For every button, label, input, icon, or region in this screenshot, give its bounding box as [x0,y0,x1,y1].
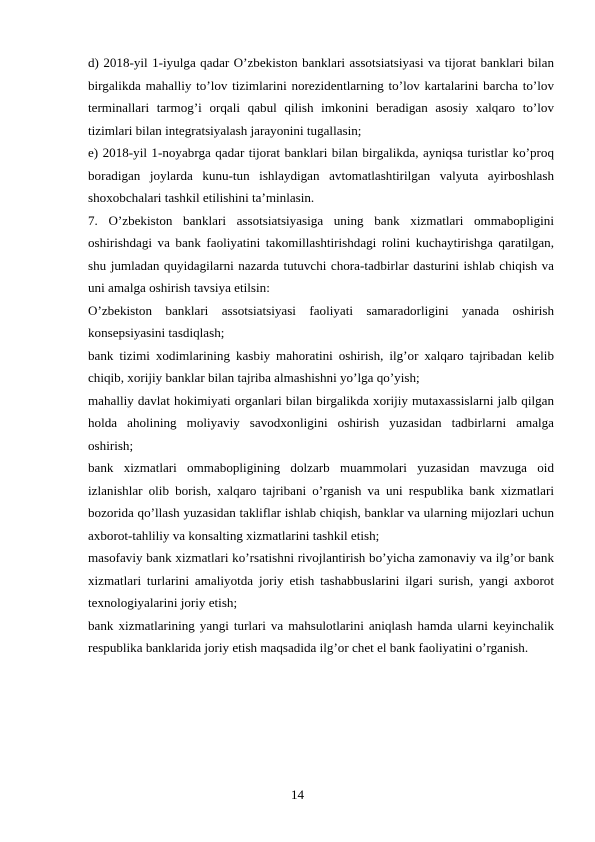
paragraph-staff-skills: bank tizimi xodimlarining kasbiy mahoratini oshirish, ilg’or xalqaro tajribadan kelib chiqib, xorijiy banklar bilan tajriba almashishni yo’lga qo’yish; [88,347,554,385]
paragraph-d: d) 2018-yil 1-iyulga qadar O’zbekiston banklari assotsiatsiyasi va tijorat banklari bilan birgalikda mahalliy to’lov tizimlarini norezidentlarning to’lov kartalarini barcha to’lov terminallari tarmog’i orqali qabul qilish imkonini beradigan asosiy xalqaro to’lov tizimlari bilan integratsiyalash jarayonini tugallasin; [88,55,554,138]
paragraph-e: e) 2018-yil 1-noyabrga qadar tijorat banklari bilan birgalikda, ayniqsa turistlar ko’proq boradigan joylarda kunu-tun ishlaydigan avtomatlashtirilgan valyuta ayirboshlash shoxobchalari tashkil etilishini ta’minlasin. [88,145,554,205]
page-number: 14 [290,787,305,802]
paragraph-financial-literacy: mahalliy davlat hokimiyati organlari bilan birgalikda xorijiy mutaxassislarni jalb qilgan holda aholining moliyaviy savodxonligini oshirish yuzasidan tadbirlarni amalga oshirish; [88,392,554,453]
paragraph-research: bank xizmatlari ommabopligining dolzarb muammolari yuzasidan mavzuga oid izlanishlar olib borish, xalqaro tajribani o’rganish va uni respublika bank xizmatlari bozorida qo’llash yuzasidan takliflar ishlab chiqish, banklar va ularning mijozlari uchun axborot-tahliliy va konsalting xizmatlarini tashkil etish; [88,460,554,543]
paragraph-item-7: 7. O’zbekiston banklari assotsiatsiyasiga uning bank xizmatlari ommabopligini oshirishdagi va bank faoliyatini takomillashtirishdagi rolini kuchaytirishga qaratilgan, shu jumladan quyidagilarni nazarda tutuvchi chora-tadbirlar dasturini ishlab chiqish va uni amalga oshirish tavsiya etilsin: [88,212,554,295]
document-body [88,52,554,660]
paragraph-concept: O’zbekiston banklari assotsiatsiyasi faoliyati samaradorligini yanada oshirish konsepsiyasini tasdiqlash; [88,302,554,340]
paragraph-new-services: bank xizmatlarining yangi turlari va mahsulotlarini aniqlash hamda ularni keyinchalik respublika banklarida joriy etish maqsadida ilg’or chet el bank faoliyatini o’rganish. [88,617,554,655]
paragraph-remote-banking: masofaviy bank xizmatlari ko’rsatishni rivojlantirish bo’yicha zamonaviy va ilg’or bank xizmatlari turlarini amaliyotda joriy etish tashabbuslarini ilgari surish, yangi axborot texnologiyalarini joriy etish; [88,550,554,610]
